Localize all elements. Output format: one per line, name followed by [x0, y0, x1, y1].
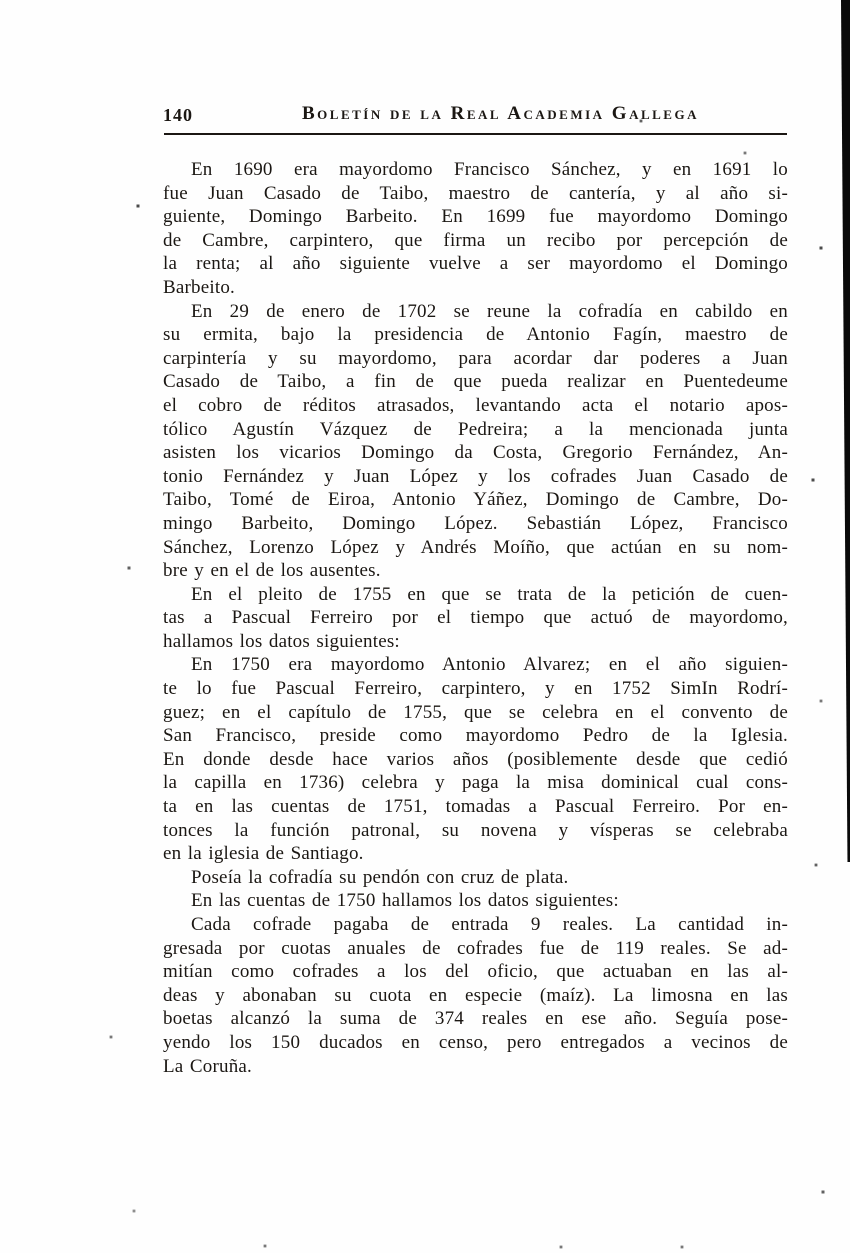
- text-line: carpintería y su mayordomo, para acordar dar poderes a Juan: [163, 347, 788, 369]
- paragraph: [163, 913, 788, 1078]
- text-line: mingo Barbeito, Domingo López. Sebastián López, Francisco: [163, 512, 788, 534]
- paragraph: [163, 300, 788, 583]
- text-line: guiente, Domingo Barbeito. En 1699 fue mayordomo Domingo: [163, 206, 788, 228]
- paragraph: [163, 158, 788, 300]
- header-rule: [164, 133, 787, 135]
- text-line: tonces la función patronal, su novena y vísperas se celebraba: [163, 819, 788, 841]
- text-line: te lo fue Pascual Ferreiro, carpintero, y en 1752 SimIn Rodrí-: [163, 678, 788, 700]
- text-line: boetas alcanzó la suma de 374 reales en ese año. Seguía pose-: [163, 1008, 788, 1030]
- text-line: de Cambre, carpintero, que firma un recibo por percepción de: [163, 229, 788, 251]
- running-header: [163, 103, 788, 125]
- paragraph: [163, 889, 788, 913]
- text-line: tas a Pascual Ferreiro por el tiempo que actuó de mayordomo,: [163, 607, 788, 629]
- text-line: yendo los 150 ducados en censo, pero entregados a vecinos de: [163, 1031, 788, 1053]
- text-line: Cada cofrade pagaba de entrada 9 reales. La cantidad in-: [191, 914, 788, 935]
- text-line: En 29 de enero de 1702 se reune la cofradía en cabildo en: [191, 300, 788, 322]
- text-line: Taibo, Tomé de Eiroa, Antonio Yáñez, Domingo de Cambre, Do-: [163, 489, 788, 511]
- text-line: Poseía la cofradía su pendón con cruz de plata.: [191, 866, 569, 888]
- header-title: Boletín de la Real Academia Gallega: [302, 103, 699, 124]
- text-line: en la iglesia de Santiago.: [163, 843, 364, 865]
- text-line: tonio Fernández y Juan López y los cofrades Juan Casado de: [163, 465, 788, 487]
- text-line: el cobro de réditos atrasados, levantando acta el notario apos-: [163, 394, 788, 416]
- text-line: fue Juan Casado de Taibo, maestro de cantería, y al año si-: [163, 182, 788, 204]
- text-line: su ermita, bajo la presidencia de Antonio Fagín, maestro de: [163, 324, 788, 346]
- text-line: En el pleito de 1755 en que se trata de la petición de cuen-: [191, 583, 788, 605]
- text-line: Barbeito.: [163, 276, 235, 298]
- text-line: En 1690 era mayordomo Francisco Sánchez, y en 1691 lo: [191, 159, 788, 180]
- scan-noise-specks: [0, 0, 2, 2]
- text-line: ta en las cuentas de 1751, tomadas a Pascual Ferreiro. Por en-: [163, 796, 788, 818]
- text-line: En las cuentas de 1750 hallamos los datos siguientes:: [191, 890, 619, 912]
- text-line: En donde desde hace varios años (posiblemente desde que cedió: [163, 748, 788, 770]
- text-line: hallamos los datos siguientes:: [163, 630, 400, 652]
- text-line: la capilla en 1736) celebra y paga la misa dominical cual cons-: [163, 772, 788, 794]
- text-line: mitían como cofrades a los del oficio, que actuaban en las al-: [163, 961, 788, 983]
- text-line: guez; en el capítulo de 1755, que se celebra en el convento de: [163, 701, 788, 723]
- paragraph: [163, 583, 788, 654]
- text-line: San Francisco, preside como mayordomo Pedro de la Iglesia.: [163, 725, 788, 747]
- text-line: Casado de Taibo, a fin de que pueda realizar en Puentedeume: [163, 371, 788, 393]
- text-line: En 1750 era mayordomo Antonio Alvarez; en el año siguien-: [191, 654, 788, 676]
- scan-artifact-bar: [841, 0, 850, 862]
- body-text: [163, 158, 788, 1078]
- text-line: bre y en el de los ausentes.: [163, 560, 381, 582]
- text-line: asisten los vicarios Domingo da Costa, Gregorio Fernández, An-: [163, 442, 788, 464]
- text-line: la renta; al año siguiente vuelve a ser mayordomo el Domingo: [163, 253, 788, 275]
- paragraph: [163, 653, 788, 865]
- paragraph: [163, 866, 788, 890]
- page-number: 140: [163, 105, 193, 125]
- text-line: deas y abonaban su cuota en especie (maíz). La limosna en las: [163, 984, 788, 1006]
- text-line: La Coruña.: [163, 1055, 252, 1077]
- text-line: tólico Agustín Vázquez de Pedreira; a la mencionada junta: [163, 418, 788, 440]
- text-line: Sánchez, Lorenzo López y Andrés Moíño, que actúan en su nom-: [163, 536, 788, 558]
- text-line: gresada por cuotas anuales de cofrades fue de 119 reales. Se ad-: [163, 937, 788, 959]
